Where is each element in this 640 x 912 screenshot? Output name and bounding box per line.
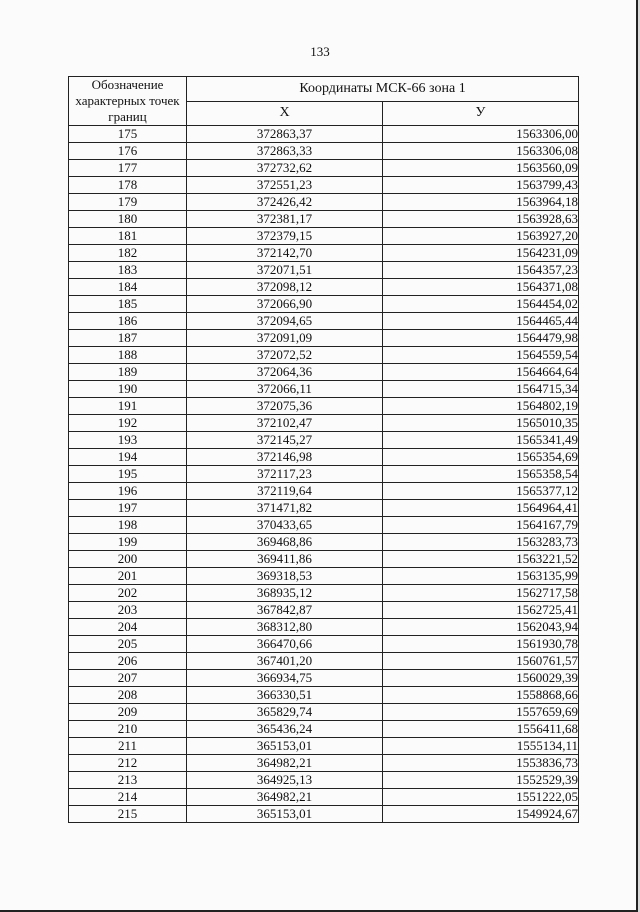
y-coordinate-cell: 1564715,34	[383, 381, 579, 398]
point-number-cell: 191	[69, 398, 187, 415]
point-number-cell: 193	[69, 432, 187, 449]
x-coordinate-cell: 366934,75	[187, 670, 383, 687]
point-number-cell: 183	[69, 262, 187, 279]
y-coordinate-cell: 1565341,49	[383, 432, 579, 449]
table-row	[69, 670, 579, 687]
table-row	[69, 653, 579, 670]
y-coordinate-cell: 1564802,19	[383, 398, 579, 415]
point-number-cell: 187	[69, 330, 187, 347]
point-number-cell: 205	[69, 636, 187, 653]
point-number-cell: 190	[69, 381, 187, 398]
point-number-cell: 188	[69, 347, 187, 364]
point-number-cell: 189	[69, 364, 187, 381]
table-row	[69, 449, 579, 466]
table-row	[69, 245, 579, 262]
x-coordinate-cell: 372071,51	[187, 262, 383, 279]
y-coordinate-cell: 1557659,69	[383, 704, 579, 721]
y-coordinate-cell: 1563135,99	[383, 568, 579, 585]
point-number-cell: 200	[69, 551, 187, 568]
y-coordinate-cell: 1564479,98	[383, 330, 579, 347]
point-number-cell: 210	[69, 721, 187, 738]
point-number-cell: 208	[69, 687, 187, 704]
y-coordinate-cell: 1561930,78	[383, 636, 579, 653]
table-row	[69, 619, 579, 636]
y-coordinate-cell: 1558868,66	[383, 687, 579, 704]
y-coordinate-cell: 1565354,69	[383, 449, 579, 466]
x-coordinate-cell: 371471,82	[187, 500, 383, 517]
table-row	[69, 211, 579, 228]
point-number-cell: 175	[69, 126, 187, 143]
point-number-cell: 214	[69, 789, 187, 806]
table-row	[69, 330, 579, 347]
y-coordinate-cell: 1552529,39	[383, 772, 579, 789]
table-row	[69, 602, 579, 619]
table-row	[69, 568, 579, 585]
x-coordinate-cell: 372075,36	[187, 398, 383, 415]
y-coordinate-cell: 1564454,02	[383, 296, 579, 313]
x-coordinate-cell: 369318,53	[187, 568, 383, 585]
table-row	[69, 364, 579, 381]
table-row	[69, 551, 579, 568]
x-coordinate-cell: 372863,37	[187, 126, 383, 143]
table-row	[69, 466, 579, 483]
x-coordinate-cell: 372426,42	[187, 194, 383, 211]
x-coordinate-cell: 372066,11	[187, 381, 383, 398]
point-number-cell: 212	[69, 755, 187, 772]
point-number-cell: 213	[69, 772, 187, 789]
x-coordinate-cell: 372142,70	[187, 245, 383, 262]
x-coordinate-cell: 372551,23	[187, 177, 383, 194]
x-coordinate-cell: 366330,51	[187, 687, 383, 704]
point-number-cell: 211	[69, 738, 187, 755]
point-number-cell: 180	[69, 211, 187, 228]
table-row	[69, 279, 579, 296]
table-body	[69, 126, 579, 823]
y-coordinate-cell: 1563221,52	[383, 551, 579, 568]
table-row	[69, 755, 579, 772]
point-number-cell: 186	[69, 313, 187, 330]
point-number-cell: 196	[69, 483, 187, 500]
point-number-cell: 182	[69, 245, 187, 262]
point-number-cell: 176	[69, 143, 187, 160]
point-number-cell: 197	[69, 500, 187, 517]
y-coordinate-cell: 1560029,39	[383, 670, 579, 687]
table-row	[69, 415, 579, 432]
x-coordinate-cell: 372381,17	[187, 211, 383, 228]
x-coordinate-cell: 372064,36	[187, 364, 383, 381]
y-coordinate-cell: 1564465,44	[383, 313, 579, 330]
y-coordinate-cell: 1564964,41	[383, 500, 579, 517]
x-coordinate-cell: 364982,21	[187, 789, 383, 806]
x-coordinate-cell: 369468,86	[187, 534, 383, 551]
y-coordinate-cell: 1564559,54	[383, 347, 579, 364]
header-x: X	[187, 101, 383, 126]
table-row	[69, 228, 579, 245]
point-number-cell: 192	[69, 415, 187, 432]
y-coordinate-cell: 1564357,23	[383, 262, 579, 279]
y-coordinate-cell: 1565377,12	[383, 483, 579, 500]
table-row	[69, 517, 579, 534]
table-row	[69, 381, 579, 398]
y-coordinate-cell: 1562725,41	[383, 602, 579, 619]
point-number-cell: 184	[69, 279, 187, 296]
point-number-cell: 199	[69, 534, 187, 551]
table-row	[69, 585, 579, 602]
y-coordinate-cell: 1563283,73	[383, 534, 579, 551]
y-coordinate-cell: 1564167,79	[383, 517, 579, 534]
y-coordinate-cell: 1563799,43	[383, 177, 579, 194]
x-coordinate-cell: 372119,64	[187, 483, 383, 500]
header-coordinates: Координаты МСК-66 зона 1	[187, 77, 579, 102]
y-coordinate-cell: 1563964,18	[383, 194, 579, 211]
point-number-cell: 202	[69, 585, 187, 602]
x-coordinate-cell: 372072,52	[187, 347, 383, 364]
point-number-cell: 207	[69, 670, 187, 687]
coordinates-table	[68, 76, 579, 823]
table-row	[69, 160, 579, 177]
x-coordinate-cell: 372863,33	[187, 143, 383, 160]
point-number-cell: 203	[69, 602, 187, 619]
table-row	[69, 143, 579, 160]
y-coordinate-cell: 1563306,08	[383, 143, 579, 160]
x-coordinate-cell: 372066,90	[187, 296, 383, 313]
x-coordinate-cell: 372117,23	[187, 466, 383, 483]
y-coordinate-cell: 1564231,09	[383, 245, 579, 262]
page-number: 133	[310, 44, 330, 59]
x-coordinate-cell: 370433,65	[187, 517, 383, 534]
point-number-cell: 204	[69, 619, 187, 636]
point-number-cell: 201	[69, 568, 187, 585]
header-y: У	[383, 101, 579, 126]
table-row	[69, 126, 579, 143]
y-coordinate-cell: 1564664,64	[383, 364, 579, 381]
y-coordinate-cell: 1562043,94	[383, 619, 579, 636]
x-coordinate-cell: 366470,66	[187, 636, 383, 653]
x-coordinate-cell: 367842,87	[187, 602, 383, 619]
x-coordinate-cell: 372091,09	[187, 330, 383, 347]
x-coordinate-cell: 365829,74	[187, 704, 383, 721]
x-coordinate-cell: 368312,80	[187, 619, 383, 636]
y-coordinate-cell: 1553836,73	[383, 755, 579, 772]
y-coordinate-cell: 1565358,54	[383, 466, 579, 483]
point-number-cell: 215	[69, 806, 187, 823]
y-coordinate-cell: 1560761,57	[383, 653, 579, 670]
point-number-cell: 179	[69, 194, 187, 211]
y-coordinate-cell: 1565010,35	[383, 415, 579, 432]
table-row	[69, 806, 579, 823]
table-row	[69, 483, 579, 500]
point-number-cell: 181	[69, 228, 187, 245]
x-coordinate-cell: 364925,13	[187, 772, 383, 789]
table-row	[69, 313, 579, 330]
x-coordinate-cell: 369411,86	[187, 551, 383, 568]
y-coordinate-cell: 1562717,58	[383, 585, 579, 602]
table-row	[69, 738, 579, 755]
point-number-cell: 177	[69, 160, 187, 177]
table-row	[69, 194, 579, 211]
point-number-cell: 194	[69, 449, 187, 466]
y-coordinate-cell: 1551222,05	[383, 789, 579, 806]
x-coordinate-cell: 372146,98	[187, 449, 383, 466]
y-coordinate-cell: 1556411,68	[383, 721, 579, 738]
x-coordinate-cell: 372102,47	[187, 415, 383, 432]
y-coordinate-cell: 1563927,20	[383, 228, 579, 245]
table-row	[69, 296, 579, 313]
x-coordinate-cell: 372098,12	[187, 279, 383, 296]
x-coordinate-cell: 365153,01	[187, 738, 383, 755]
x-coordinate-cell: 372094,65	[187, 313, 383, 330]
x-coordinate-cell: 372379,15	[187, 228, 383, 245]
point-number-cell: 178	[69, 177, 187, 194]
y-coordinate-cell: 1564371,08	[383, 279, 579, 296]
y-coordinate-cell: 1563306,00	[383, 126, 579, 143]
point-number-cell: 195	[69, 466, 187, 483]
point-number-cell: 206	[69, 653, 187, 670]
header-points: Обозначение характерных точек границ	[69, 77, 187, 126]
table-row	[69, 500, 579, 517]
table-row	[69, 789, 579, 806]
x-coordinate-cell: 372732,62	[187, 160, 383, 177]
x-coordinate-cell: 367401,20	[187, 653, 383, 670]
table-row	[69, 534, 579, 551]
table-row	[69, 262, 579, 279]
y-coordinate-cell: 1555134,11	[383, 738, 579, 755]
x-coordinate-cell: 368935,12	[187, 585, 383, 602]
table-row	[69, 687, 579, 704]
x-coordinate-cell: 372145,27	[187, 432, 383, 449]
x-coordinate-cell: 365153,01	[187, 806, 383, 823]
point-number-cell: 209	[69, 704, 187, 721]
table-row	[69, 432, 579, 449]
table-row	[69, 347, 579, 364]
table-row	[69, 636, 579, 653]
table-row	[69, 177, 579, 194]
y-coordinate-cell: 1549924,67	[383, 806, 579, 823]
y-coordinate-cell: 1563560,09	[383, 160, 579, 177]
table-row	[69, 721, 579, 738]
x-coordinate-cell: 365436,24	[187, 721, 383, 738]
y-coordinate-cell: 1563928,63	[383, 211, 579, 228]
x-coordinate-cell: 364982,21	[187, 755, 383, 772]
point-number-cell: 185	[69, 296, 187, 313]
table-row	[69, 772, 579, 789]
point-number-cell: 198	[69, 517, 187, 534]
table-row	[69, 704, 579, 721]
table-row	[69, 398, 579, 415]
